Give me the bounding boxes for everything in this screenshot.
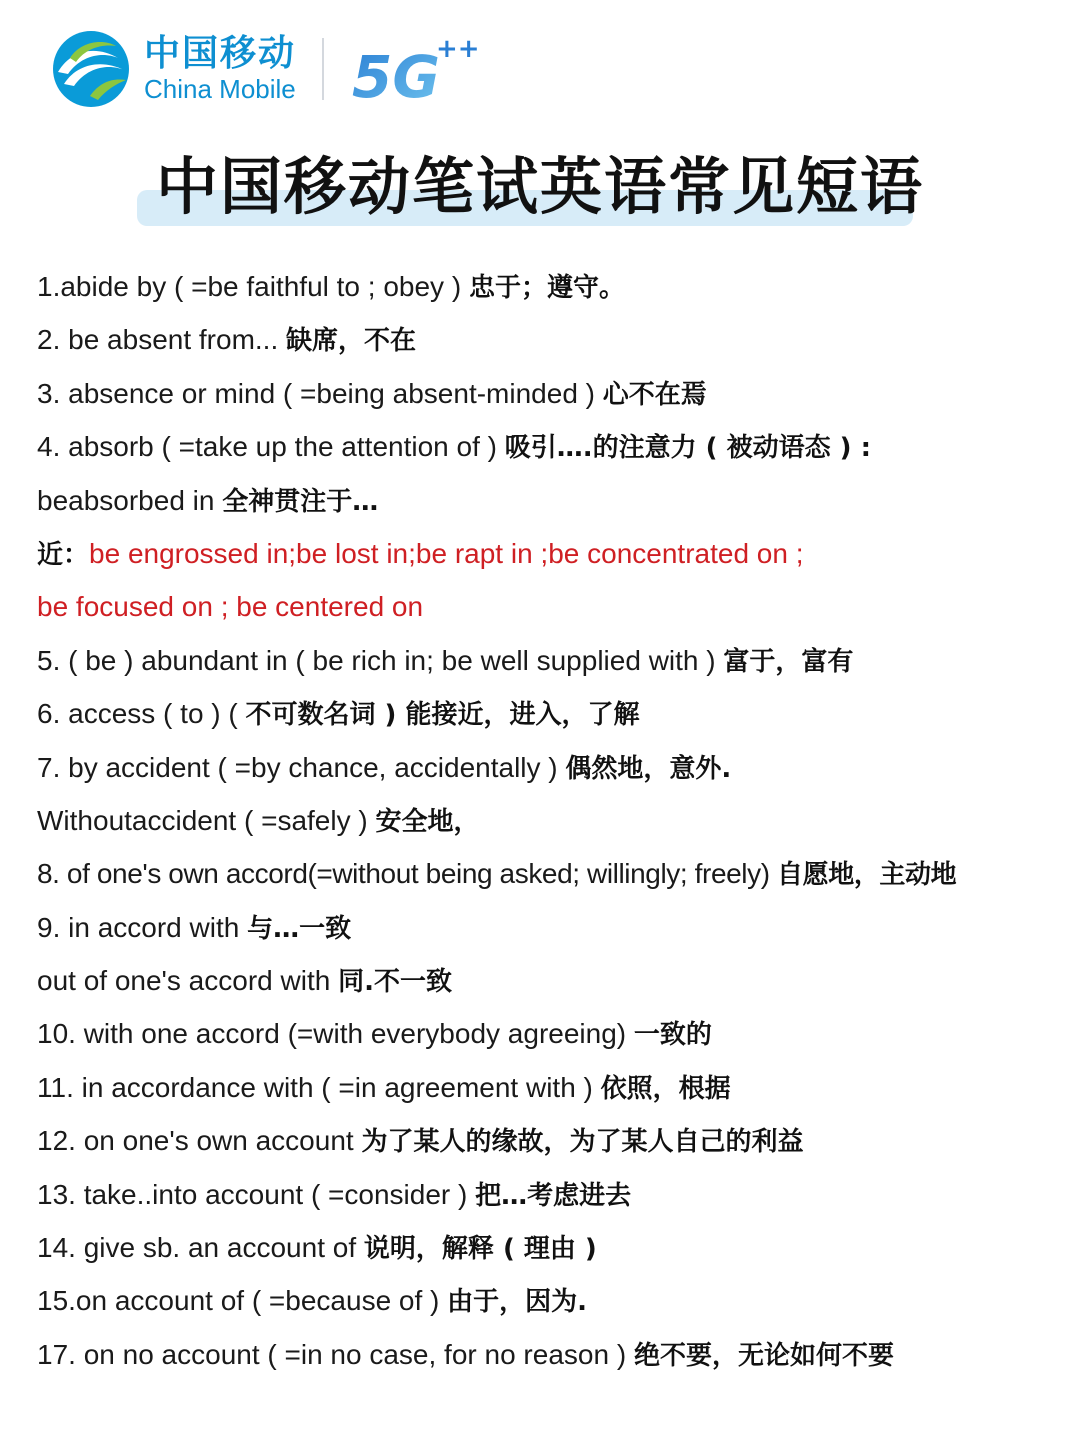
phrase-english: out of one's accord with xyxy=(37,965,339,997)
page-title: 中国移动笔试英语常见短语 xyxy=(155,150,924,223)
brand-name-cn: 中国移动 xyxy=(144,33,297,74)
title-block xyxy=(0,146,1080,236)
phrase-chinese: 为了某人的缘故，为了某人自己的利益 xyxy=(361,1127,804,1158)
phrase-english: 3. absence or mind ( =being absent-minded ) xyxy=(37,377,603,409)
phrase-line xyxy=(37,1221,1077,1274)
phrase-line xyxy=(37,474,1077,527)
phrase-english: 8. of one's own accord(=without being asked; willingly; freely) xyxy=(37,858,778,890)
phrase-line xyxy=(37,794,1077,847)
brand-text xyxy=(144,34,296,104)
phrase-line xyxy=(37,847,1077,900)
phrase-english: be engrossed in;be lost in;be rapt in ;be concentrated on ; xyxy=(89,537,804,569)
phrase-line xyxy=(37,420,1077,473)
phrase-chinese: 全神贯注于… xyxy=(222,486,379,517)
phrase-english: 6. access ( to ) ( xyxy=(37,698,246,730)
phrase-chinese: 缺席，不在 xyxy=(286,326,417,357)
phrase-line xyxy=(37,1007,1077,1060)
phrase-lead: 近： xyxy=(37,539,90,570)
phrase-chinese: 与…一致 xyxy=(247,913,352,944)
phrase-line xyxy=(37,260,1077,313)
phrase-english: 17. on no account ( =in no case, for no reason ) xyxy=(37,1338,634,1370)
phrase-line xyxy=(37,1061,1077,1114)
phrase-line xyxy=(37,527,1077,580)
phrase-english: 2. be absent from... xyxy=(37,324,287,356)
phrase-chinese: 偶然地，意外. xyxy=(565,753,732,784)
phrase-english: be focused on ; be centered on xyxy=(37,591,424,623)
phrase-line xyxy=(37,1274,1077,1327)
phrase-chinese: 自愿地，主动地 xyxy=(777,860,957,891)
phrase-chinese: 安全地， xyxy=(375,806,480,837)
phrase-line xyxy=(37,367,1077,420)
5g-plus-text: ++ xyxy=(436,34,480,64)
phrase-line xyxy=(37,1114,1077,1167)
phrase-chinese: 说明，解释 ( 理由 ) xyxy=(363,1234,597,1265)
phrase-english: Withoutaccident ( =safely ) xyxy=(37,804,376,836)
phrase-line xyxy=(37,634,1077,687)
brand-header xyxy=(50,26,570,112)
phrase-line xyxy=(37,954,1077,1007)
brand-name-en: China Mobile xyxy=(144,74,296,104)
phrase-english: 12. on one's own account xyxy=(37,1125,362,1157)
5g-text: 5G xyxy=(352,43,440,111)
phrase-chinese: 忠于；遵守。 xyxy=(468,273,625,303)
phrase-line xyxy=(37,741,1077,794)
phrase-chinese: 不可数名词 ) 能接近，进入，了解 xyxy=(245,700,640,731)
phrase-line xyxy=(37,1328,1077,1381)
phrase-chinese: 富于，富有 xyxy=(723,646,854,677)
phrase-list xyxy=(37,260,1077,1381)
phrase-chinese: 心不在焉 xyxy=(602,379,707,410)
china-mobile-logo-icon xyxy=(50,28,132,110)
5g-badge-icon xyxy=(350,29,480,111)
phrase-english: 7. by accident ( =by chance, accidentally ) xyxy=(37,751,566,783)
phrase-chinese: 一致的 xyxy=(633,1020,712,1051)
phrase-line xyxy=(37,1168,1077,1221)
phrase-english: beabsorbed in xyxy=(37,484,223,516)
phrase-english: 13. take..into account ( =consider ) xyxy=(37,1178,476,1210)
phrase-english: 5. ( be ) abundant in ( be rich in; be well supplied with ) xyxy=(37,644,724,676)
phrase-chinese: 依照，根据 xyxy=(600,1073,731,1104)
phrase-chinese: 绝不要，无论如何不要 xyxy=(633,1340,894,1371)
phrase-line xyxy=(37,313,1077,366)
phrase-english: 1.abide by ( =be faithful to ; obey ) xyxy=(37,271,469,302)
logo-divider xyxy=(322,38,324,100)
phrase-english: 11. in accordance with ( =in agreement with ) xyxy=(37,1071,601,1103)
phrase-english: 14. give sb. an account of xyxy=(37,1232,364,1264)
phrase-chinese: 把…考虑进去 xyxy=(475,1180,632,1211)
phrase-english: 15.on account of ( =because of ) xyxy=(37,1285,448,1317)
phrase-chinese: 由于，因为. xyxy=(447,1287,588,1318)
phrase-line xyxy=(37,687,1077,740)
phrase-chinese: 吸引….的注意力 ( 被动语态 ) : xyxy=(504,433,871,464)
phrase-line xyxy=(37,580,1077,633)
phrase-english: 9. in accord with xyxy=(37,911,248,943)
phrase-english: 10. with one accord (=with everybody agreeing) xyxy=(37,1018,634,1050)
phrase-english: 4. absorb ( =take up the attention of ) xyxy=(37,431,505,463)
phrase-line xyxy=(37,901,1077,954)
phrase-chinese: 同.不一致 xyxy=(338,967,452,998)
